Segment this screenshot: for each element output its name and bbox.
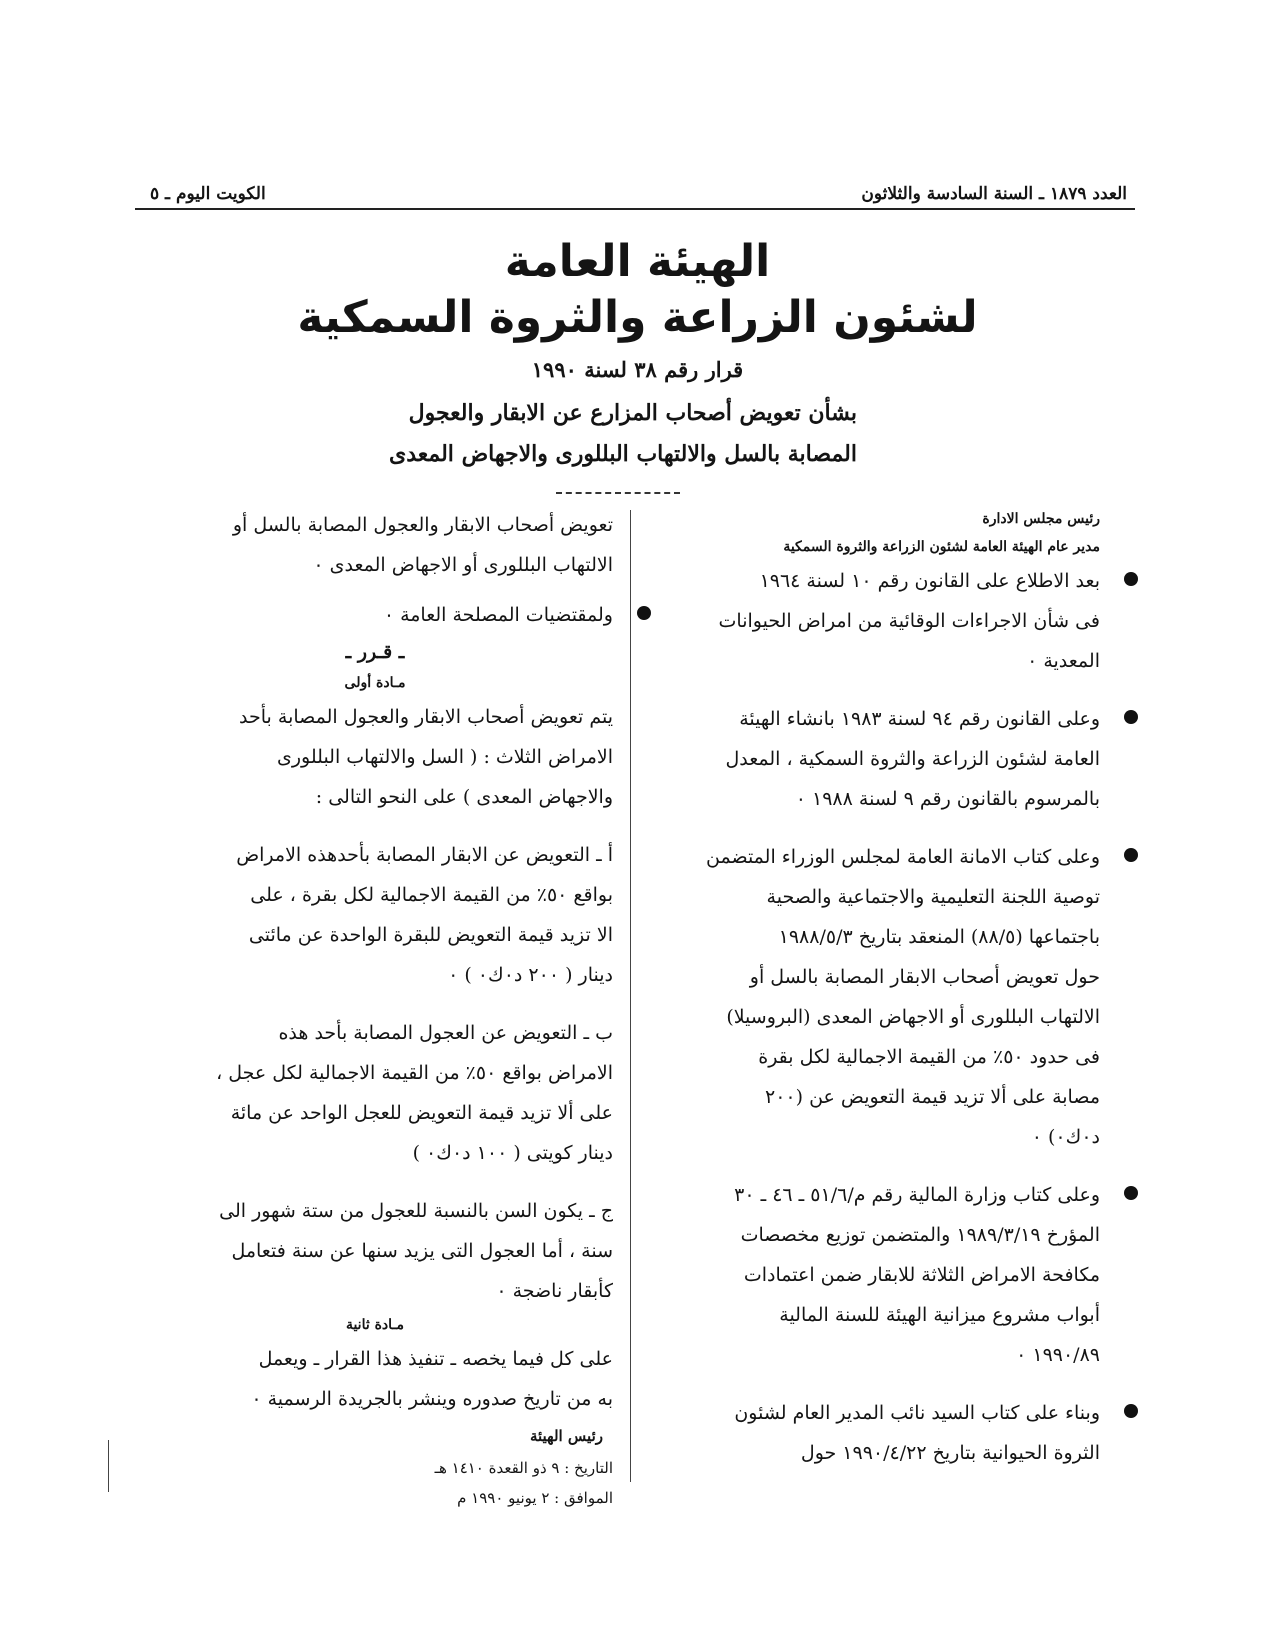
text-line: باجتماعها (٨٨/٥) المنعقد بتاريخ ١٩٨٨/٥/٣	[778, 926, 1100, 948]
text-line: ب ـ التعويض عن العجول المصابة بأحد هذه	[278, 1022, 613, 1044]
text-line: العامة لشئون الزراعة والثروة السمكية ، المعدل	[725, 748, 1100, 770]
text-line: كأبقار ناضجة ٠	[496, 1280, 613, 1302]
text-line: فى شأن الاجراءات الوقائية من امراض الحيوانات	[718, 610, 1100, 632]
bullet-icon	[1124, 1404, 1138, 1418]
text-line: دينار كويتى ( ١٠٠ د٠ك٠ )	[412, 1142, 613, 1164]
text-line: ج ـ يكون السن بالنسبة للعجول من ستة شهور الى	[219, 1200, 613, 1222]
text-line: د٠ك٠) ٠	[1031, 1126, 1100, 1148]
articles-column	[137, 505, 613, 1513]
text-line: الا تزيد قيمة التعويض للبقرة الواحدة عن مائتى	[248, 924, 613, 946]
text-line: أ ـ التعويض عن الابقار المصابة بأحدهذه الامراض	[236, 844, 613, 866]
article1-heading: مـادة أولى	[344, 675, 406, 691]
issuer-office: مدير عام الهيئة العامة لشئون الزراعة والثروة السمكية	[783, 539, 1100, 555]
text-line: وبناء على كتاب السيد نائب المدير العام لشئون	[734, 1402, 1100, 1424]
text-line: بواقع ٥٠٪ من القيمة الاجمالية لكل بقرة ، على	[250, 884, 613, 906]
bullet-icon	[637, 606, 651, 620]
masthead-line2: لشئون الزراعة والثروة السمكية	[297, 292, 978, 343]
column-divider	[630, 510, 631, 1482]
text-line: مكافحة الامراض الثلاثة للابقار ضمن اعتمادات	[743, 1264, 1100, 1286]
bullet-icon	[1124, 1186, 1138, 1200]
text-line: والاجهاض المعدى ) على النحو التالى :	[315, 786, 613, 808]
decision-subject-line2: المصابة بالسل والالتهاب البللورى والاجهاض المعدى	[389, 441, 857, 467]
date-hijri: التاريخ : ٩ ذو القعدة ١٤١٠ هـ	[434, 1459, 613, 1477]
page-label: الكويت اليوم ـ ٥	[150, 184, 266, 204]
text-line: الثروة الحيوانية بتاريخ ١٩٩٠/٤/٢٢ حول	[800, 1442, 1100, 1464]
bullet-icon	[1124, 710, 1138, 724]
decision-subject-line1: بشأن تعويض أصحاب المزارع عن الابقار والعجول	[408, 400, 857, 426]
header-rule	[135, 208, 1135, 210]
decision-title: قرار رقم ٣٨ لسنة ١٩٩٠	[531, 357, 744, 382]
article2-heading: مـادة ثانية	[345, 1317, 405, 1333]
bullet-icon	[1124, 572, 1138, 586]
text-line: المؤرخ ١٩٨٩/٣/١٩ والمتضمن توزيع مخصصات	[740, 1224, 1100, 1246]
text-line: وعلى كتاب وزارة المالية رقم م/٥١/٦ ـ ٤٦ ـ ٣٠	[734, 1184, 1100, 1206]
issuer-title: رئيس مجلس الادارة	[982, 511, 1100, 527]
text-line: يتم تعويض أصحاب الابقار والعجول المصابة بأحد	[239, 706, 613, 728]
text-line: ١٩٩٠/٨٩ ٠	[1016, 1344, 1100, 1366]
text-line: وعلى القانون رقم ٩٤ لسنة ١٩٨٣ بانشاء الهيئة	[739, 708, 1100, 730]
preamble-paragraph	[652, 561, 1100, 681]
text-line: بعد الاطلاع على القانون رقم ١٠ لسنة ١٩٦٤	[759, 570, 1100, 592]
text-line: الالتهاب البللورى أو الاجهاض المعدى (البروسيلا)	[726, 1006, 1100, 1028]
text-line: أبواب مشروع ميزانية الهيئة للسنة المالية	[779, 1304, 1100, 1326]
preamble-paragraph	[652, 1175, 1100, 1375]
issue-number: العدد ١٨٧٩ ـ السنة السادسة والثلاثون	[861, 184, 1127, 204]
signature: رئيس الهيئة	[529, 1427, 603, 1445]
preamble-paragraph	[652, 699, 1100, 819]
preamble-paragraph	[652, 1393, 1100, 1473]
text-line: فى حدود ٥٠٪ من القيمة الاجمالية لكل بقرة	[758, 1046, 1100, 1068]
text-line: الامراض بواقع ٥٠٪ من القيمة الاجمالية لكل عجل ،	[216, 1062, 613, 1084]
date-block	[137, 1453, 613, 1513]
text-line: الالتهاب البللورى أو الاجهاض المعدى ٠	[313, 554, 613, 576]
text-line: على كل فيما يخصه ـ تنفيذ هذا القرار ـ ويعمل	[258, 1348, 613, 1370]
public-interest-paragraph	[137, 595, 613, 635]
decides-heading: ـ قـرر ـ	[345, 641, 405, 663]
text-line: وعلى كتاب الامانة العامة لمجلس الوزراء المتضمن	[706, 846, 1100, 868]
text-line: دينار ( ٢٠٠ د٠ك٠ ) ٠	[448, 964, 613, 986]
text-line: حول تعويض أصحاب الابقار المصابة بالسل أو	[749, 966, 1100, 988]
text-line: تعويض أصحاب الابقار والعجول المصابة بالسل أو	[232, 514, 613, 536]
masthead-line1: الهيئة العامة	[504, 236, 771, 287]
text-line: بالمرسوم بالقانون رقم ٩ لسنة ١٩٨٨ ٠	[795, 788, 1100, 810]
preamble-column	[652, 505, 1100, 1473]
text-line: توصية اللجنة التعليمية والاجتماعية والصحية	[766, 886, 1100, 908]
text-line: مصابة على ألا تزيد قيمة التعويض عن (٢٠٠	[765, 1086, 1100, 1108]
text-line: على ألا تزيد قيمة التعويض للعجل الواحد عن مائة	[230, 1102, 613, 1124]
text-line: المعدية ٠	[1027, 650, 1100, 672]
text-line: الامراض الثلاث : ( السل والالتهاب البللورى	[277, 746, 613, 768]
text-line: سنة ، أما العجول التى يزيد سنها عن سنة فتعامل	[231, 1240, 613, 1262]
title-rule	[556, 492, 680, 494]
date-gregorian: الموافق : ٢ يونيو ١٩٩٠ م	[457, 1489, 613, 1507]
preamble-paragraph	[652, 837, 1100, 1157]
text-line: ولمقتضيات المصلحة العامة ٠	[383, 604, 613, 626]
text-line: به من تاريخ صدوره وينشر بالجريدة الرسمية ٠	[251, 1388, 613, 1410]
margin-rule	[108, 1440, 109, 1492]
bullet-icon	[1124, 848, 1138, 862]
